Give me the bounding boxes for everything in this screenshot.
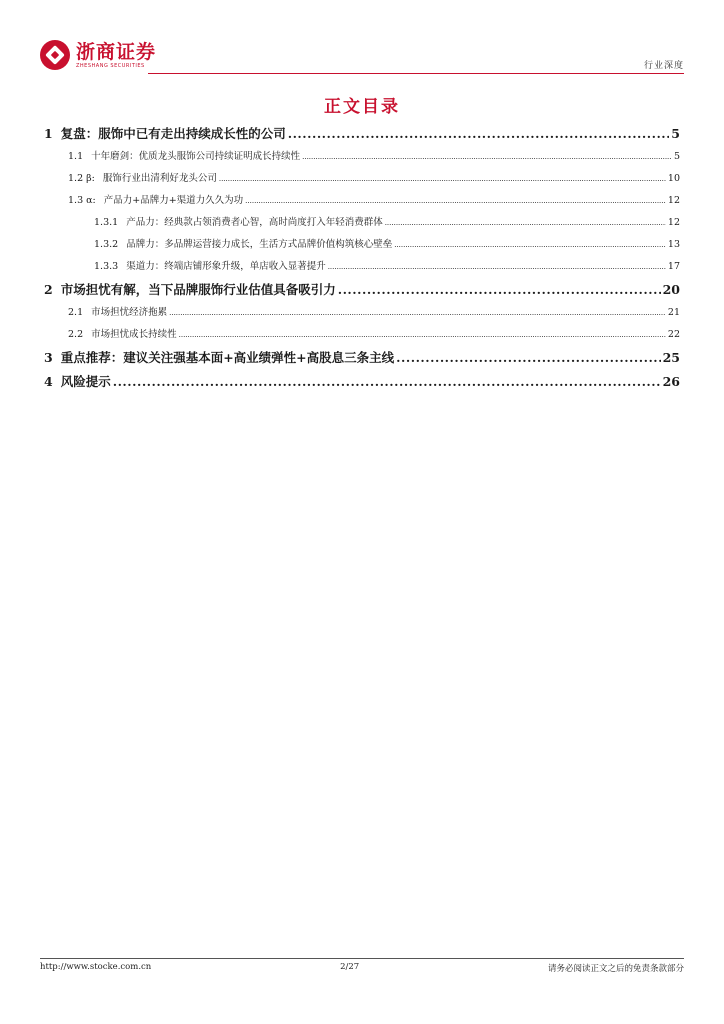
footer-disclaimer: 请务必阅读正文之后的免责条款部分	[547, 964, 684, 974]
toc-entry-number: 1.3.3	[94, 261, 119, 272]
toc-entry-number: 1	[44, 126, 53, 141]
toc-entry[interactable]	[44, 324, 680, 346]
toc-entry-title: 复盘：服饰中已有走出持续成长性的公司	[60, 126, 286, 141]
toc-entry-page: 10	[667, 173, 680, 184]
toc-entry-page: 17	[667, 261, 680, 272]
toc-entry-page: 22	[667, 329, 680, 340]
toc-entry[interactable]	[44, 212, 680, 234]
toc-entry-page: 12	[667, 195, 680, 206]
toc-entry-number: 1.2 β:	[68, 173, 95, 184]
logo-name-en: ZHESHANG SECURITIES	[76, 63, 145, 69]
toc-leader-dots	[338, 278, 661, 302]
toc-entry-number: 2	[44, 282, 53, 297]
page-header	[40, 40, 684, 80]
toc-entry[interactable]	[44, 146, 680, 168]
toc-entry-page: 20	[662, 282, 680, 297]
toc-entry-title: 产品力：经典款占领消费者心智，高时尚度打入年轻消费群体	[126, 217, 383, 228]
toc-entry-label	[44, 370, 111, 394]
toc-entry-label	[94, 256, 326, 278]
toc-entry[interactable]	[44, 122, 680, 146]
toc-entry-label	[68, 146, 300, 168]
toc-entry-number: 2.2	[68, 329, 84, 340]
toc-entry-page: 26	[662, 374, 680, 389]
toc-entry-label	[44, 122, 286, 146]
footer-url[interactable]: http://www.stocke.com.cn	[40, 962, 152, 972]
toc-leader-dots	[396, 346, 660, 370]
toc-entry-number: 1.3.2	[94, 239, 119, 250]
toc-entry-number: 4	[44, 374, 53, 389]
toc-entry-title: 重点推荐：建议关注强基本面+高业绩弹性+高股息三条主线	[60, 350, 395, 365]
toc-entry[interactable]	[44, 346, 680, 370]
toc-leader-dots	[169, 302, 666, 324]
toc-leader-dots	[394, 234, 666, 256]
toc-entry-number: 3	[44, 350, 53, 365]
toc-entry-title: 十年磨剑：优质龙头服饰公司持续证明成长持续性	[91, 151, 301, 162]
logo-name-cn: 浙商证券	[76, 41, 157, 63]
toc-entry-number: 1.3 α:	[68, 195, 96, 206]
toc-entry[interactable]	[44, 302, 680, 324]
toc-entry-label	[68, 302, 167, 324]
toc-entry-page: 21	[667, 307, 680, 318]
company-logo	[40, 40, 156, 70]
logo-icon	[40, 40, 70, 70]
toc-entry-label	[68, 324, 177, 346]
toc-entry-title: 市场担忧经济拖累	[91, 307, 168, 318]
page-number: 2/27	[340, 962, 360, 972]
toc-entry-label	[94, 212, 383, 234]
toc-leader-dots	[219, 168, 666, 190]
toc-entry-number: 1.1	[68, 151, 84, 162]
toc-entry-title: 市场担忧成长持续性	[91, 329, 177, 340]
toc-entry-title: 品牌力：多品牌运营接力成长，生活方式品牌价值构筑核心壁垒	[126, 239, 393, 250]
toc-entry-label	[94, 234, 392, 256]
toc-entry-title: 产品力+品牌力+渠道力久久为功	[103, 195, 244, 206]
report-category: 行业深度	[643, 61, 684, 71]
toc-leader-dots	[179, 324, 666, 346]
toc-entry-label	[44, 278, 336, 302]
toc-entry-title: 服饰行业出清利好龙头公司	[102, 173, 217, 184]
toc-leader-dots	[245, 190, 666, 212]
toc-entry[interactable]	[44, 256, 680, 278]
toc-leader-dots	[302, 146, 672, 168]
toc-leader-dots	[328, 256, 666, 278]
toc-leader-dots	[385, 212, 666, 234]
toc-entry-page: 12	[667, 217, 680, 228]
toc-entry-number: 1.3.1	[94, 217, 119, 228]
toc-entry-number: 2.1	[68, 307, 84, 318]
toc-entry-page: 25	[662, 350, 680, 365]
header-divider	[148, 73, 684, 74]
table-of-contents	[44, 122, 680, 394]
toc-entry[interactable]	[44, 168, 680, 190]
toc-entry[interactable]	[44, 234, 680, 256]
toc-entry[interactable]	[44, 370, 680, 394]
footer-divider	[40, 958, 684, 959]
toc-entry[interactable]	[44, 278, 680, 302]
page-footer	[40, 958, 684, 974]
toc-entry-page: 5	[673, 151, 680, 162]
toc-leader-dots	[288, 122, 670, 146]
toc-entry-title: 渠道力：终端店铺形象升级，单店收入显著提升	[126, 261, 326, 272]
toc-entry-title: 风险提示	[60, 374, 111, 389]
toc-entry-page: 5	[671, 126, 680, 141]
toc-title: 正文目录	[324, 97, 400, 117]
toc-entry-page: 13	[667, 239, 680, 250]
toc-entry-label	[68, 168, 217, 190]
toc-entry[interactable]	[44, 190, 680, 212]
toc-entry-label	[68, 190, 243, 212]
toc-entry-label	[44, 346, 394, 370]
toc-leader-dots	[113, 370, 661, 394]
toc-entry-title: 市场担忧有解，当下品牌服饰行业估值具备吸引力	[60, 282, 336, 297]
